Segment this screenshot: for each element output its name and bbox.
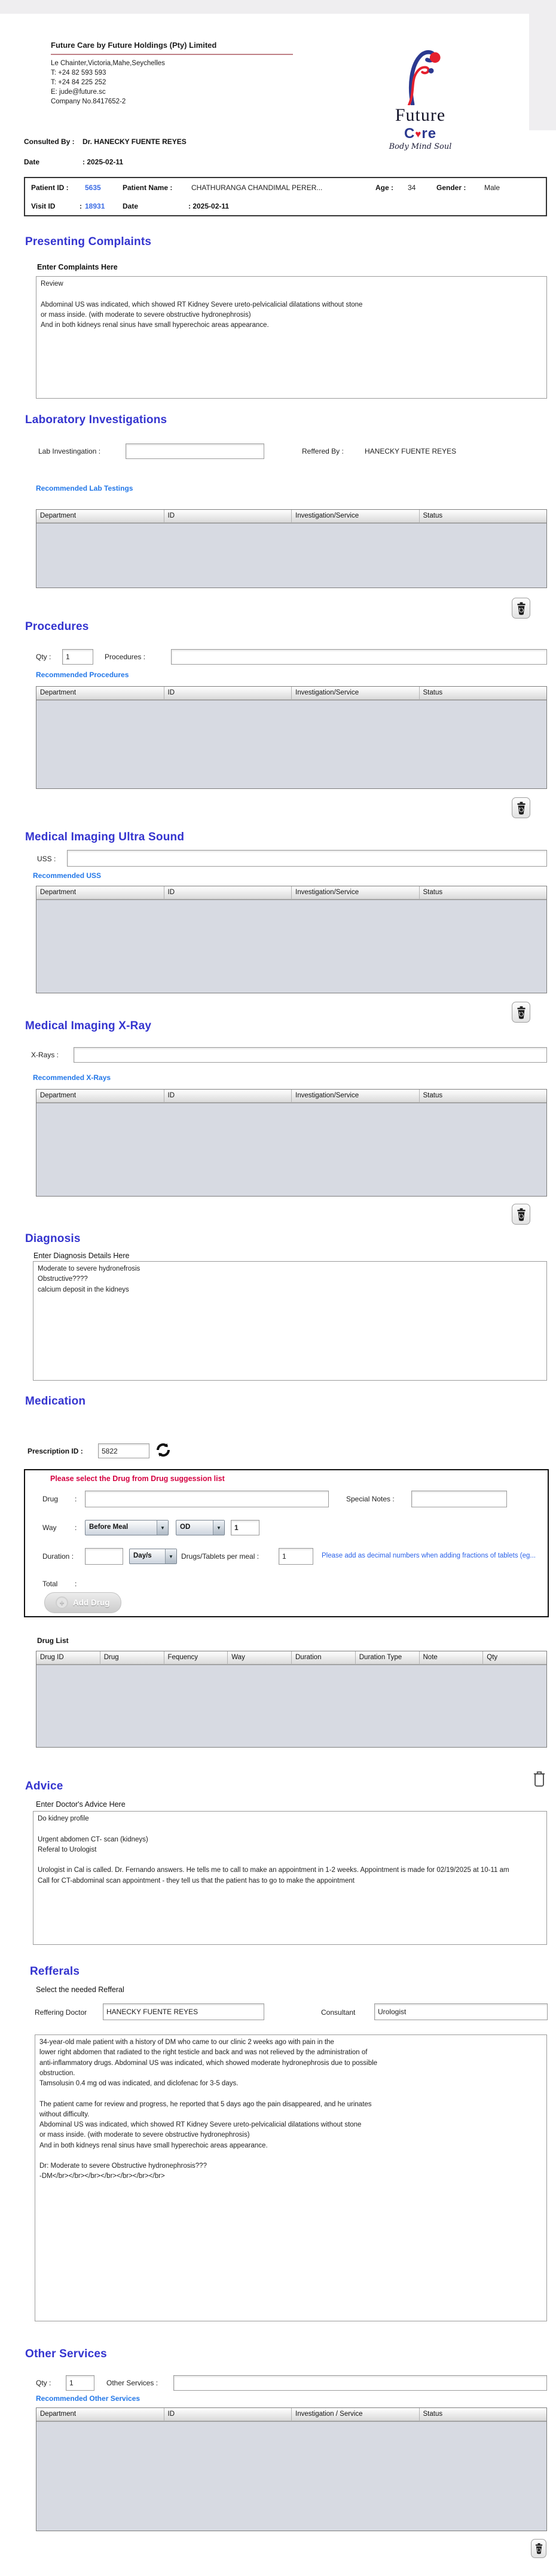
column-header-id: ID — [164, 510, 292, 523]
drug-list-table — [36, 1651, 547, 1748]
drug-label: Drug — [42, 1495, 59, 1503]
frequency-dropdown-value: OD — [180, 1523, 191, 1531]
company-logo — [369, 48, 471, 151]
column-header-note: Note — [420, 1651, 484, 1665]
age-label: Age : — [375, 183, 393, 192]
company-title: Future Care by Future Holdings (Pty) Limited — [51, 41, 217, 50]
special-notes-label: Special Notes : — [346, 1495, 395, 1503]
drug-list-table-header — [36, 1651, 546, 1665]
lab-results-table — [36, 509, 547, 588]
uss-label: USS : — [37, 855, 56, 863]
drug-colon: : — [75, 1495, 77, 1503]
uss-input[interactable] — [67, 850, 547, 867]
consulted-by-value: Dr. HANECKY FUENTE REYES — [83, 137, 187, 146]
page-right-margin — [529, 0, 556, 130]
advice-textarea[interactable] — [33, 1811, 547, 1945]
duration-label: Duration : — [42, 1552, 74, 1561]
recommended-other-label: Recommended Other Services — [36, 2394, 140, 2403]
fraction-helper-text: Please add as decimal numbers when adding fractions of tablets (eg... — [322, 1552, 536, 1559]
procedures-qty-label: Qty : — [36, 653, 51, 661]
recommended-xrays-label: Recommended X-Rays — [33, 1073, 111, 1082]
section-title-ultrasound: Medical Imaging Ultra Sound — [25, 831, 185, 843]
complaints-label: Enter Complaints Here — [37, 263, 118, 271]
letterhead-rule — [51, 54, 293, 55]
patient-name-label: Patient Name : — [123, 183, 173, 192]
chevron-down-icon: ▼ — [157, 1520, 168, 1535]
other-services-input[interactable] — [173, 2375, 547, 2391]
other-services-label: Other Services : — [106, 2379, 158, 2387]
column-header-investigation: Investigation/Service — [292, 886, 420, 900]
way-dropdown-value: Before Meal — [89, 1523, 129, 1531]
gender-value: Male — [484, 183, 500, 192]
xrays-input[interactable] — [74, 1047, 547, 1063]
other-qty-input[interactable] — [66, 2375, 94, 2391]
select-refferal-label: Select the needed Refferal — [36, 1985, 124, 1994]
advice-label: Enter Doctor's Advice Here — [36, 1800, 126, 1809]
column-header-department: Department — [36, 886, 164, 900]
procedures-qty-input[interactable] — [62, 649, 93, 665]
email-line: E: jude@future.sc — [51, 88, 106, 96]
add-drug-label: Add Drug — [73, 1598, 110, 1607]
way-colon: : — [75, 1523, 77, 1532]
patient-name-value: CHATHURANGA CHANDIMAL PERER... — [191, 183, 323, 192]
add-drug-button[interactable] — [44, 1592, 121, 1613]
frequency-dropdown[interactable] — [176, 1520, 225, 1535]
lab-table-body — [36, 523, 546, 588]
column-header-department: Department — [36, 687, 164, 700]
trash-icon — [534, 2542, 544, 2555]
total-colon: : — [75, 1580, 77, 1588]
column-header-id: ID — [164, 1090, 292, 1103]
visit-id-colon: : — [80, 202, 82, 210]
company-address-block — [51, 59, 165, 106]
prescription-id-label: Prescription ID : — [28, 1447, 83, 1455]
column-header-investigation: Investigation / Service — [292, 2408, 420, 2421]
recommended-procedures-label: Recommended Procedures — [36, 671, 129, 679]
chevron-down-icon: ▼ — [213, 1520, 224, 1535]
section-title-diagnosis: Diagnosis — [25, 1232, 81, 1245]
lab-investigation-label: Lab Investingation : — [38, 447, 101, 455]
column-header-id: ID — [164, 886, 292, 900]
column-header-status: Status — [420, 2408, 547, 2421]
address-line: Le Chainter,Victoria,Mahe,Seychelles — [51, 60, 165, 67]
trash-icon — [515, 1207, 527, 1222]
section-title-other-services: Other Services — [25, 2348, 107, 2360]
column-header-way: Way — [228, 1651, 292, 1665]
xray-table-body — [36, 1103, 546, 1196]
lab-table-header — [36, 510, 546, 523]
section-title-laboratory: Laboratory Investigations — [25, 414, 167, 426]
drug-entry-box — [24, 1469, 549, 1617]
delete-lab-row-button[interactable] — [512, 598, 530, 619]
delete-procedure-row-button[interactable] — [512, 797, 530, 818]
other-qty-label: Qty : — [36, 2379, 51, 2387]
procedures-table-header — [36, 687, 546, 700]
delete-xray-row-button[interactable] — [512, 1204, 530, 1225]
page-top-margin — [0, 0, 556, 14]
uss-table-header — [36, 886, 546, 900]
section-title-refferals: Refferals — [30, 1965, 80, 1978]
other-services-table-body — [36, 2421, 546, 2531]
trash-icon — [515, 801, 527, 815]
logo-red-dot — [430, 52, 441, 63]
uss-table — [36, 886, 547, 993]
chevron-down-icon: ▼ — [165, 1549, 176, 1564]
section-title-medication: Medication — [25, 1395, 86, 1408]
column-header-department: Department — [36, 510, 164, 523]
complaints-textarea[interactable] — [36, 276, 547, 399]
consult-date-value: : 2025-02-11 — [83, 158, 124, 166]
phone-line: T: +24 82 593 593 — [51, 69, 106, 77]
column-header-duration-type: Duration Type — [356, 1651, 420, 1665]
patient-id-label: Patient ID : — [31, 183, 69, 192]
heart-icon: ♥ — [415, 129, 422, 140]
procedures-input[interactable] — [171, 649, 547, 665]
recommended-uss-label: Recommended USS — [33, 871, 102, 880]
consult-date-label: Date — [24, 158, 40, 166]
prescription-id-input[interactable] — [98, 1443, 149, 1458]
column-header-qty: Qty — [483, 1651, 546, 1665]
diagnosis-textarea[interactable] — [33, 1261, 547, 1381]
logo-word-care — [369, 126, 471, 142]
refferal-textarea[interactable] — [35, 2035, 547, 2321]
column-header-duration: Duration — [292, 1651, 356, 1665]
logo-word-future: Future — [395, 105, 446, 125]
consultant-input[interactable] — [374, 2003, 548, 2020]
visit-id-value: 18931 — [85, 202, 105, 210]
way-dropdown[interactable] — [85, 1520, 169, 1535]
patient-id-value: 5635 — [85, 183, 101, 192]
column-header-department: Department — [36, 1090, 164, 1103]
column-header-status: Status — [420, 510, 547, 523]
section-title-presenting-complaints: Presenting Complaints — [25, 235, 152, 248]
gender-label: Gender : — [436, 183, 466, 192]
drug-warning-text: Please select the Drug from Drug suggession list — [50, 1474, 225, 1483]
logo-care-c: C — [404, 126, 416, 142]
column-header-id: ID — [164, 2408, 292, 2421]
visit-id-label: Visit ID — [31, 202, 56, 210]
company-no-line: Company No.8417652-2 — [51, 98, 126, 105]
duration-input[interactable] — [85, 1548, 123, 1565]
reffered-by-label: Reffered By : — [302, 447, 344, 455]
column-header-id: ID — [164, 687, 292, 700]
reffering-doctor-label: Reffering Doctor — [35, 2008, 87, 2017]
xrays-label: X-Rays : — [31, 1051, 59, 1059]
trash-icon — [515, 1005, 527, 1020]
consulted-by-label: Consulted By : — [24, 137, 75, 146]
column-header-investigation: Investigation/Service — [292, 687, 420, 700]
refresh-icon — [154, 1440, 172, 1460]
uss-table-body — [36, 900, 546, 993]
delete-other-service-row-button[interactable] — [531, 2539, 546, 2558]
procedures-table-body — [36, 700, 546, 788]
column-header-drug: Drug — [100, 1651, 164, 1665]
phone-line: T: +24 84 225 252 — [51, 79, 106, 86]
logo-tagline: Body Mind Soul — [389, 142, 452, 151]
delete-uss-row-button[interactable] — [512, 1002, 530, 1023]
xray-table — [36, 1089, 547, 1197]
column-header-status: Status — [420, 886, 547, 900]
reffering-doctor-input[interactable] — [103, 2003, 264, 2020]
logo-care-rest: re — [421, 126, 437, 142]
refresh-prescription-button[interactable] — [154, 1440, 172, 1460]
visit-date-label: Date — [123, 202, 139, 210]
duration-unit-dropdown[interactable] — [129, 1549, 177, 1564]
visit-date-value: : 2025-02-11 — [188, 202, 230, 210]
drug-input[interactable] — [85, 1491, 329, 1507]
section-title-xray: Medical Imaging X-Ray — [25, 1020, 152, 1032]
recommended-lab-label: Recommended Lab Testings — [36, 484, 133, 492]
reffered-by-value: HANECKY FUENTE REYES — [365, 447, 457, 455]
way-label: Way — [42, 1523, 57, 1532]
column-header-fequency: Fequency — [164, 1651, 228, 1665]
column-header-drug-id: Drug ID — [36, 1651, 100, 1665]
trash-outline-icon — [531, 1770, 547, 1788]
duration-unit-value: Day/s — [133, 1552, 152, 1559]
per-meal-input[interactable] — [279, 1548, 313, 1565]
diagnosis-label: Enter Diagnosis Details Here — [33, 1252, 130, 1260]
per-meal-label: Drugs/Tablets per meal : — [181, 1552, 259, 1561]
special-notes-input[interactable] — [411, 1491, 507, 1507]
section-title-procedures: Procedures — [25, 620, 89, 633]
column-header-department: Department — [36, 2408, 164, 2421]
consultant-label: Consultant — [321, 2008, 356, 2017]
procedures-input-label: Procedures : — [105, 653, 146, 661]
xray-table-header — [36, 1090, 546, 1103]
lab-investigation-input[interactable] — [126, 443, 264, 459]
total-label: Total — [42, 1580, 58, 1588]
column-header-status: Status — [420, 687, 547, 700]
trash-icon — [515, 601, 527, 616]
plus-icon: + — [56, 1596, 68, 1609]
drug-list-table-body — [36, 1665, 546, 1747]
column-header-status: Status — [420, 1090, 547, 1103]
column-header-investigation: Investigation/Service — [292, 1090, 420, 1103]
column-header-investigation: Investigation/Service — [292, 510, 420, 523]
drug-list-label: Drug List — [37, 1636, 69, 1645]
way-qty-input[interactable] — [231, 1520, 259, 1535]
delete-drug-row-button[interactable] — [530, 1768, 549, 1789]
section-title-advice: Advice — [25, 1780, 63, 1792]
other-services-table — [36, 2407, 547, 2531]
other-services-table-header — [36, 2408, 546, 2421]
age-value: 34 — [408, 183, 416, 192]
patient-info-box — [24, 177, 547, 216]
procedures-table — [36, 686, 547, 789]
logo-blue-dot — [429, 68, 434, 74]
logo-mark-icon — [398, 48, 442, 105]
